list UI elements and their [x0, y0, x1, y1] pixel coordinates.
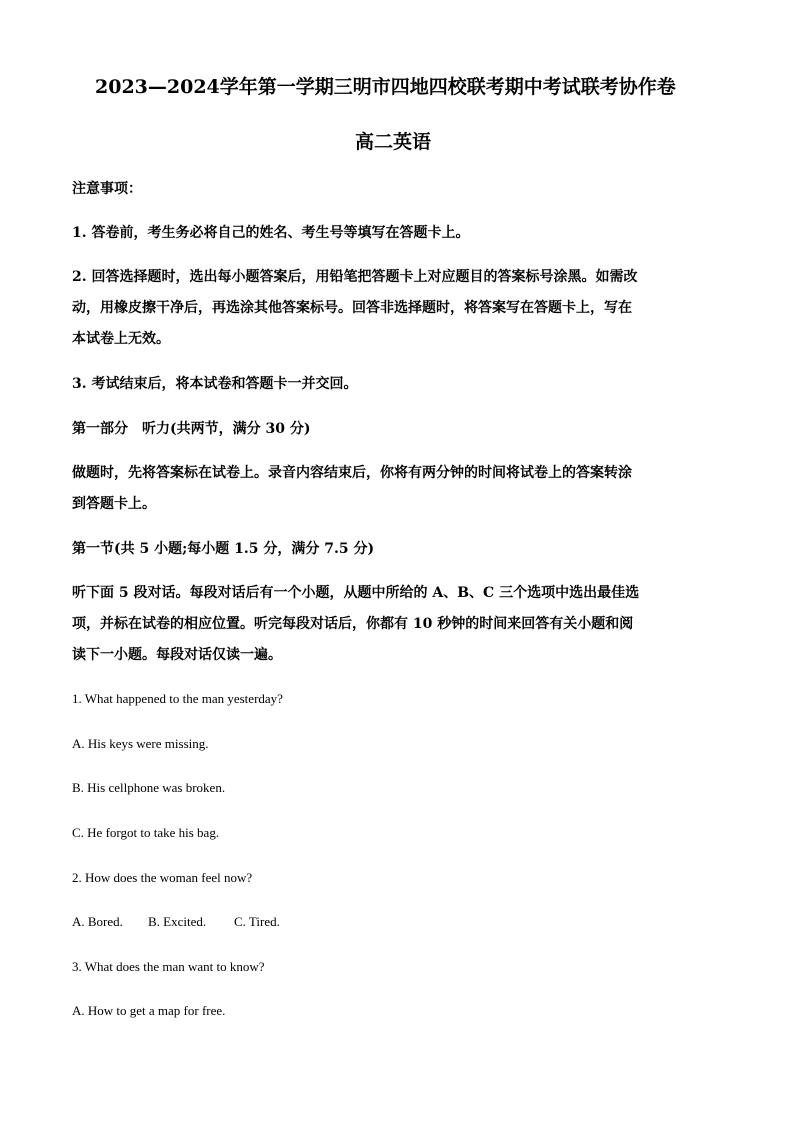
question-1-option-a: A. His keys were missing.: [72, 736, 209, 751]
question-2-option-b: B. Excited.: [148, 914, 207, 929]
question-2: 2. How does the woman feel now?: [72, 870, 253, 885]
notice-item-1: 1. 答卷前，考生务必将自己的姓名、考生号等填写在答题卡上。: [72, 225, 470, 241]
notice-heading: 注意事项：: [72, 181, 142, 197]
question-1: 1. What happened to the man yesterday?: [72, 691, 283, 706]
notice-item-2-line-2: 动，用橡皮擦干净后，再选涂其他答案标号。回答非选择题时，将答案写在答题卡上，写在: [72, 300, 632, 316]
part1-heading: 第一部分 听力(共两节，满分 30 分): [72, 421, 311, 437]
question-3-option-a: A. How to get a map for free.: [72, 1003, 226, 1018]
notice-item-2-line-3: 本试卷上无效。: [72, 331, 170, 347]
question-2-option-c: C. Tired.: [234, 914, 280, 929]
notice-item-2-line-1: 2. 回答选择题时，选出每小题答案后，用铅笔把答题卡上对应题目的答案标号涂黑。如需改: [72, 269, 638, 285]
section1-heading: 第一节(共 5 小题;每小题 1.5 分，满分 7.5 分): [72, 541, 375, 557]
question-1-option-b: B. His cellphone was broken.: [72, 780, 226, 795]
page-title: 2023—2024学年第一学期三明市四地四校联考期中考试联考协作卷: [95, 76, 676, 98]
section1-instruction-line-1: 听下面 5 段对话。每段对话后有一个小题，从题中所给的 A、B、C 三个选项中选出最佳选: [72, 585, 640, 601]
section1-instruction-line-3: 读下一小题。每段对话仅读一遍。: [72, 647, 282, 663]
part1-instruction-line-2: 到答题卡上。: [72, 496, 156, 512]
notice-item-3: 3. 考试结束后，将本试卷和答题卡一并交回。: [72, 376, 358, 392]
question-2-option-a: A. Bored.: [72, 914, 123, 929]
part1-instruction-line-1: 做题时，先将答案标在试卷上。录音内容结束后，你将有两分钟的时间将试卷上的答案转涂: [72, 465, 632, 481]
page-subtitle: 高二英语: [355, 131, 432, 153]
question-3: 3. What does the man want to know?: [72, 959, 265, 974]
section1-instruction-line-2: 项，并标在试卷的相应位置。听完每段对话后，你都有 10 秒钟的时间来回答有关小题和阅: [72, 616, 634, 632]
question-1-option-c: C. He forgot to take his bag.: [72, 825, 220, 840]
